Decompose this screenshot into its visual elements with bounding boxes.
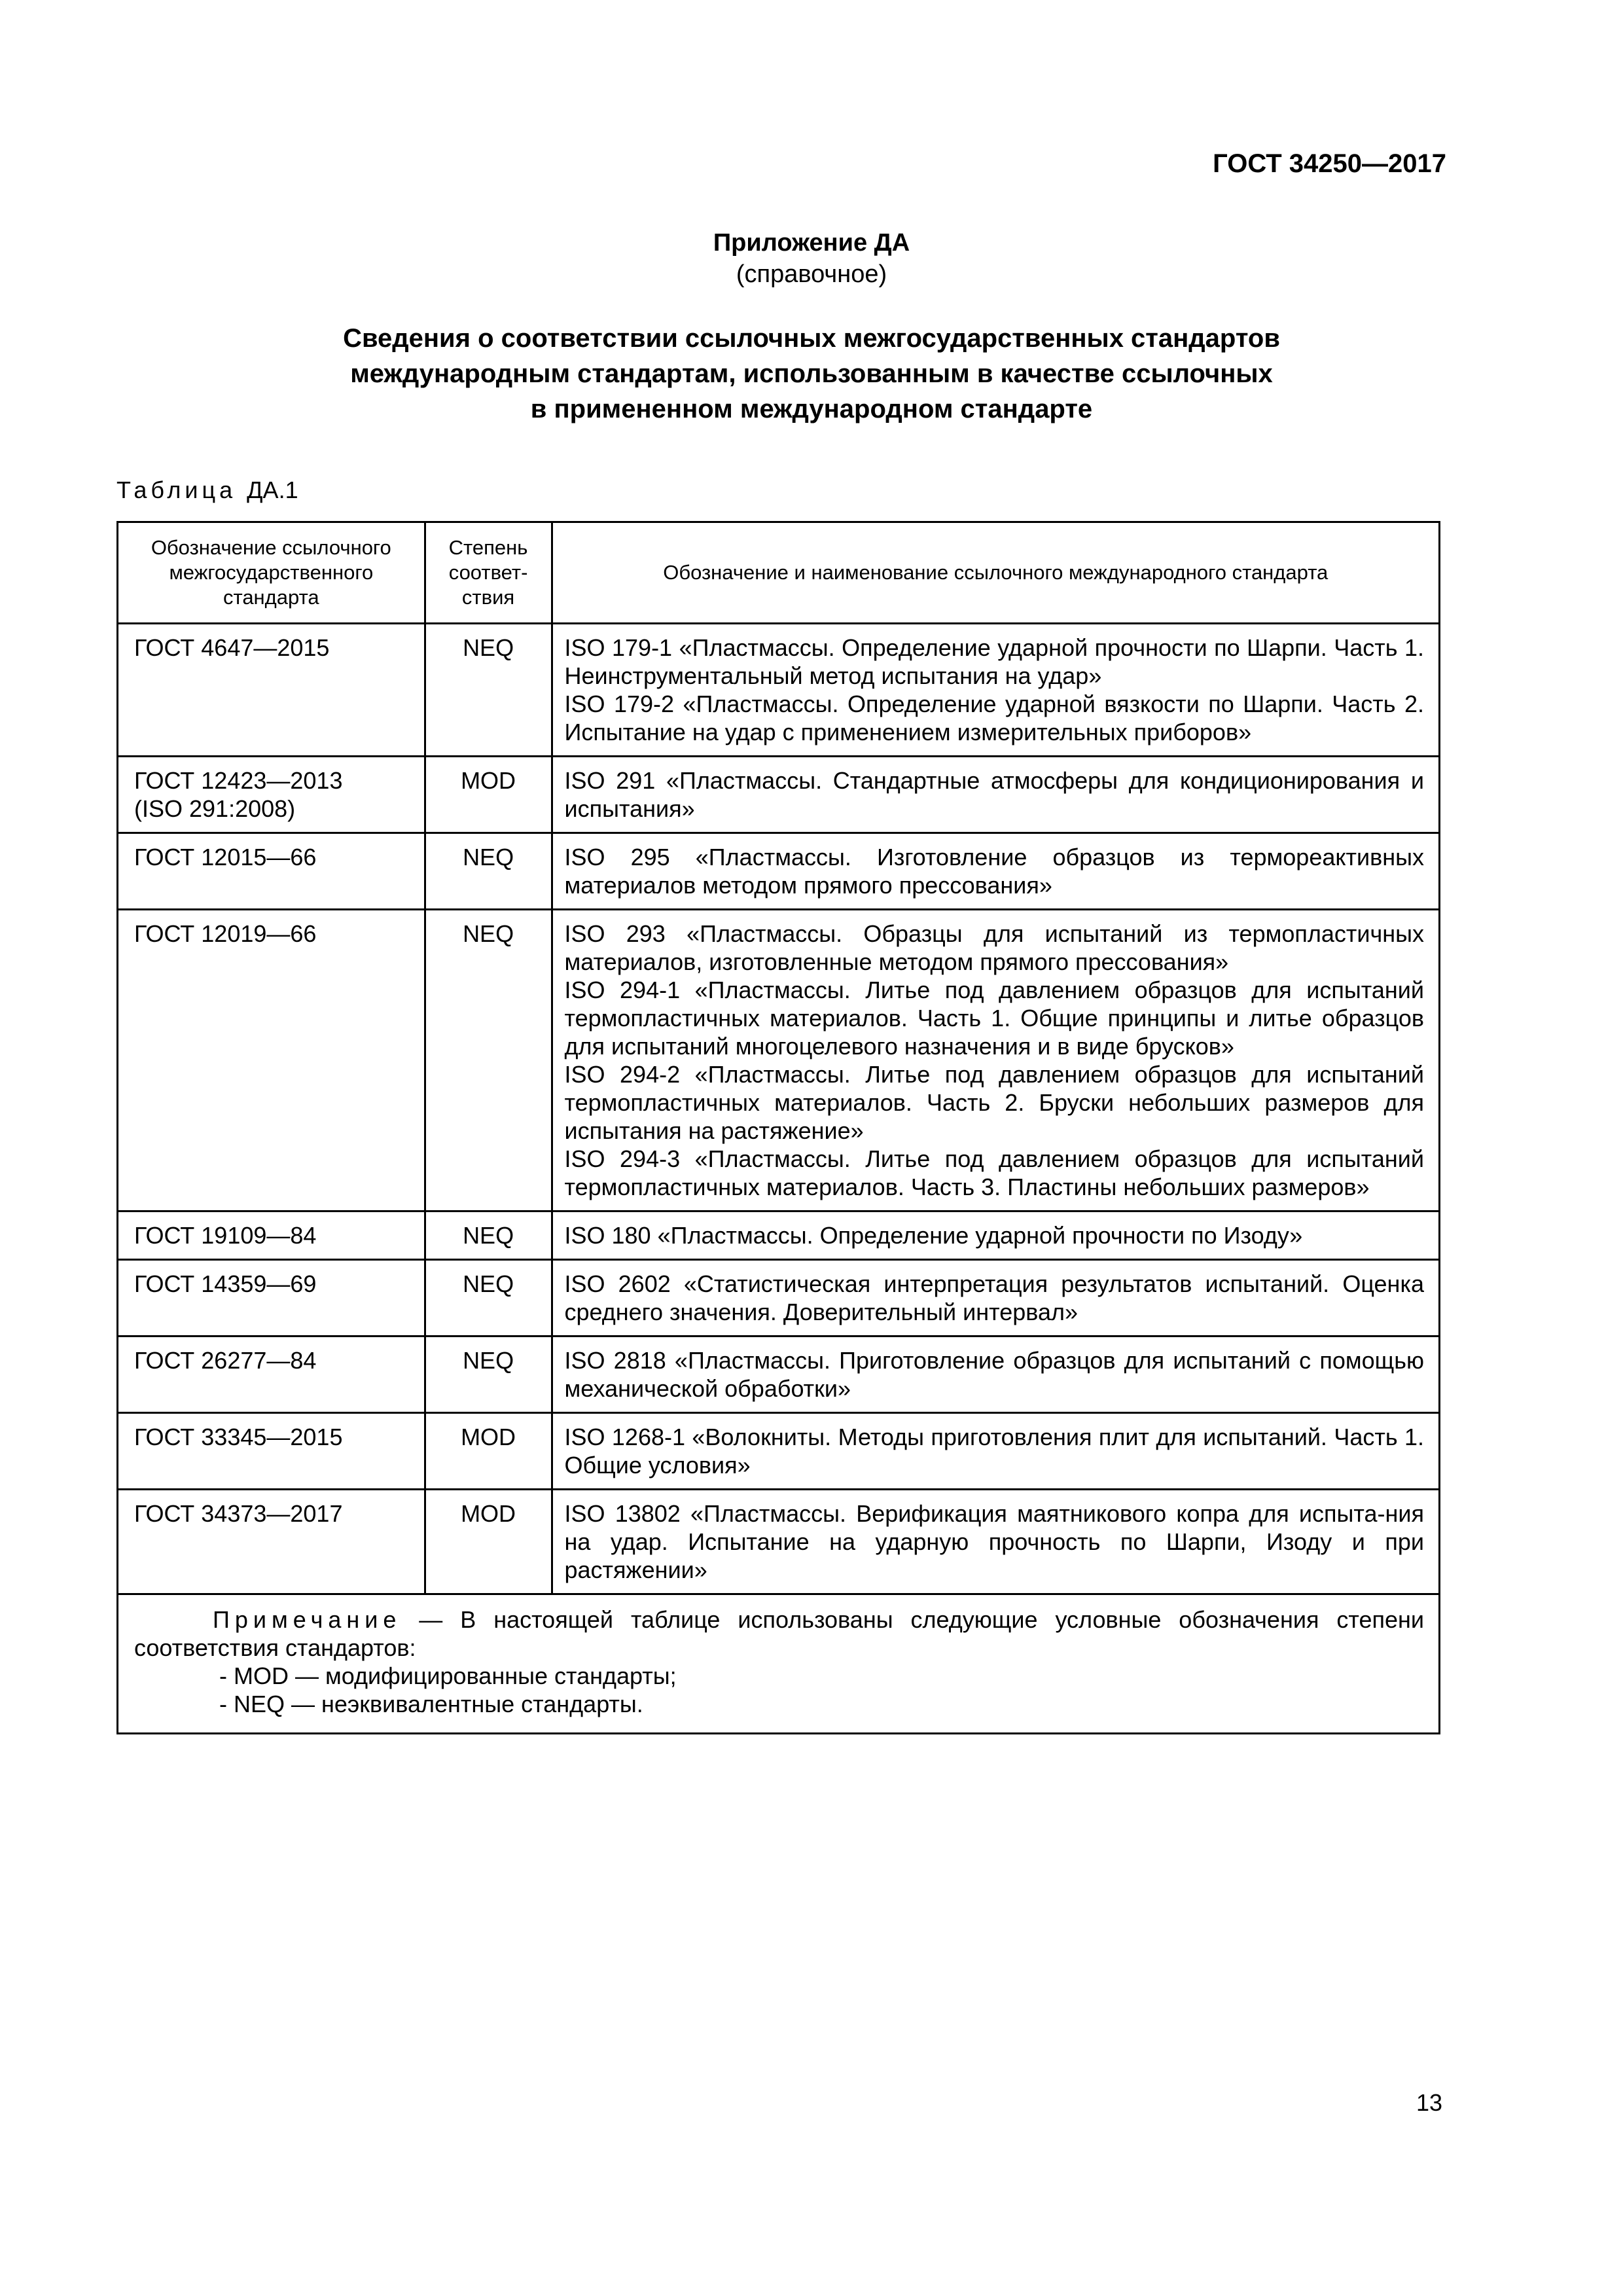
page-number: 13	[1416, 2089, 1442, 2116]
table-caption-number: ДА.1	[247, 476, 298, 503]
table-row	[118, 910, 1440, 1211]
cell-degree: NEQ	[425, 1260, 552, 1336]
table-note-row	[118, 1594, 1440, 1734]
cell-designation: ГОСТ 12423—2013 (ISO 291:2008)	[118, 757, 425, 833]
cell-international-standard: ISO 179-1 «Пластмассы. Определение ударной прочности по Шарпи. Часть 1. Неинструментальный метод испытания на удар» ISO 179-2 «Пластмассы. Определение ударной вязкости по Шарпи. Часть 2. Испытание на удар с применением измерительных приборов»	[552, 624, 1440, 757]
cell-international-standard: ISO 291 «Пластмассы. Стандартные атмосферы для кондиционирования и испытания»	[552, 757, 1440, 833]
heading-line: в примененном международном стандарте	[530, 395, 1093, 423]
header-designation: Обозначение ссылочного межгосударственного стандарта	[118, 522, 425, 624]
cell-designation: ГОСТ 19109—84	[118, 1211, 425, 1260]
cell-degree: NEQ	[425, 833, 552, 910]
table-row	[118, 757, 1440, 833]
cell-international-standard: ISO 1268-1 «Волокниты. Методы приготовления плит для испытаний. Часть 1. Общие условия»	[552, 1413, 1440, 1490]
note-label: Примечание	[213, 1606, 402, 1633]
cell-designation: ГОСТ 14359—69	[118, 1260, 425, 1336]
cell-degree: MOD	[425, 1490, 552, 1594]
cell-degree: MOD	[425, 1413, 552, 1490]
heading-line: международным стандартам, использованным в качестве ссылочных	[350, 359, 1273, 388]
cell-designation: ГОСТ 26277—84	[118, 1336, 425, 1413]
cell-designation: ГОСТ 33345—2015	[118, 1413, 425, 1490]
section-heading	[0, 321, 1623, 427]
table-row	[118, 1490, 1440, 1594]
note-item: - NEQ — неэквивалентные стандарты.	[219, 1691, 643, 1717]
cell-international-standard: ISO 180 «Пластмассы. Определение ударной прочности по Изоду»	[552, 1211, 1440, 1260]
table-row	[118, 1211, 1440, 1260]
appendix-title: Приложение ДА	[713, 229, 910, 257]
heading-line: Сведения о соответствии ссылочных межгосударственных стандартов	[343, 324, 1280, 353]
cell-degree: MOD	[425, 757, 552, 833]
cell-designation: ГОСТ 12015—66	[118, 833, 425, 910]
note-text: — В настоящей таблице использованы следующие условные обозначения степени соответствия стандартов:	[134, 1606, 1424, 1661]
cell-international-standard: ISO 13802 «Пластмассы. Верификация маятникового копра для испыта-ния на удар. Испытание на ударную прочность по Шарпи, Изоду и при растяжении»	[552, 1490, 1440, 1594]
table-caption	[116, 476, 298, 504]
cell-international-standard: ISO 2818 «Пластмассы. Приготовление образцов для испытаний с помощью механической обработки»	[552, 1336, 1440, 1413]
table-header-row	[118, 522, 1440, 624]
table-row	[118, 1260, 1440, 1336]
standards-table	[116, 521, 1440, 1734]
cell-international-standard: ISO 2602 «Статистическая интерпретация результатов испытаний. Оценка среднего значения. Доверительный интервал»	[552, 1260, 1440, 1336]
appendix-note: (справочное)	[736, 260, 887, 288]
table-row	[118, 624, 1440, 757]
cell-international-standard: ISO 295 «Пластмассы. Изготовление образцов из термореактивных материалов методом прямого прессования»	[552, 833, 1440, 910]
cell-degree: NEQ	[425, 1211, 552, 1260]
header-international-standard: Обозначение и наименование ссылочного международного стандарта	[552, 522, 1440, 624]
cell-international-standard: ISO 293 «Пластмассы. Образцы для испытаний из термопластичных материалов, изготовленные методом прямого прессования» ISO 294-1 «Пластмассы. Литье под давлением образцов для испытаний термопластичных материалов. Часть 1. Общие принципы и литье образцов для испытаний многоцелевого назначения и в виде брусков» ISO 294-2 «Пластмассы. Литье под давлением образцов для испытаний термопластичных материалов. Часть 2. Бруски небольших размеров для испытания на растяжение» ISO 294-3 «Пластмассы. Литье под давлением образцов для испытаний термопластичных материалов. Часть 3. Пластины небольших размеров»	[552, 910, 1440, 1211]
table-note	[118, 1594, 1440, 1734]
cell-degree: NEQ	[425, 910, 552, 1211]
cell-degree: NEQ	[425, 624, 552, 757]
note-item: - MOD — модифицированные стандарты;	[219, 1662, 677, 1689]
table-row	[118, 1336, 1440, 1413]
cell-designation: ГОСТ 34373—2017	[118, 1490, 425, 1594]
table-caption-label: Таблица	[116, 476, 237, 503]
document-code: ГОСТ 34250—2017	[1213, 149, 1446, 178]
cell-designation: ГОСТ 4647—2015	[118, 624, 425, 757]
table-row	[118, 1413, 1440, 1490]
table-row	[118, 833, 1440, 910]
header-degree: Степень соответ-ствия	[425, 522, 552, 624]
cell-designation: ГОСТ 12019—66	[118, 910, 425, 1211]
cell-degree: NEQ	[425, 1336, 552, 1413]
